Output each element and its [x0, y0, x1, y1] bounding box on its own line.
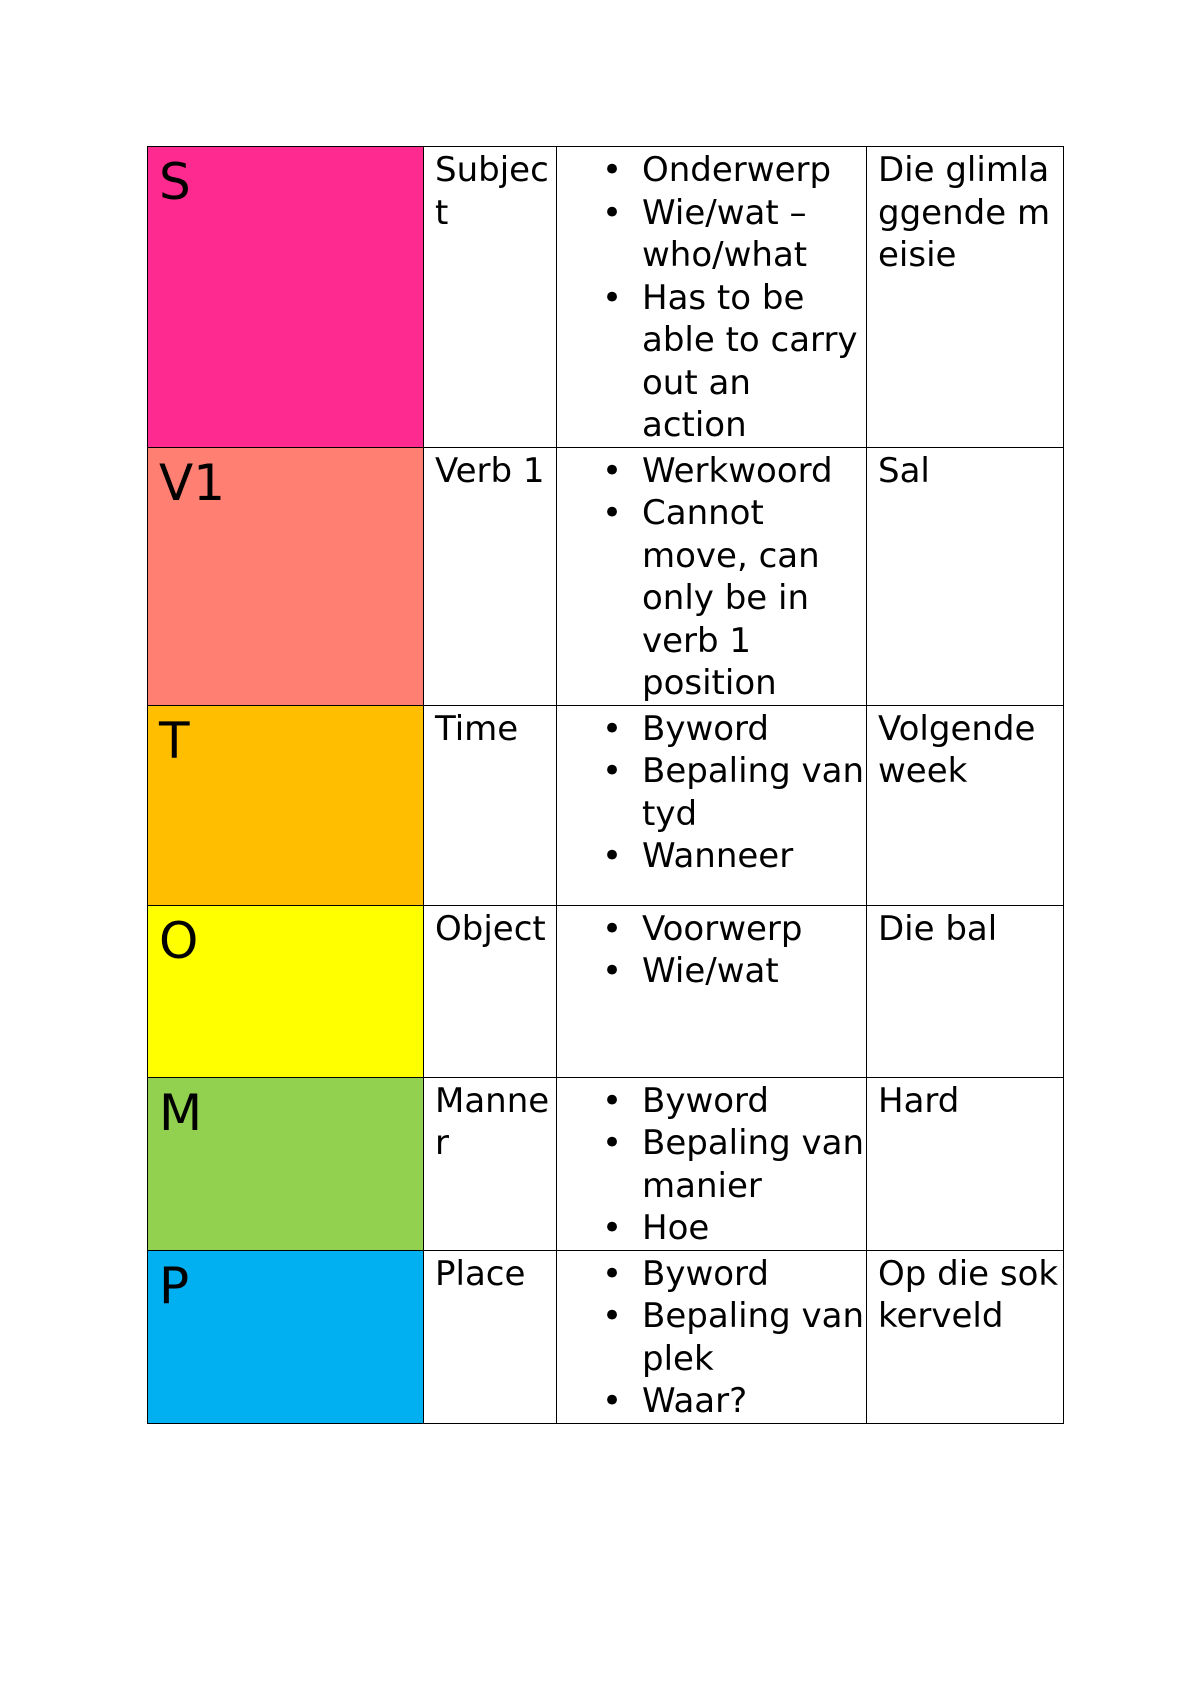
- notes-cell: [557, 1077, 867, 1250]
- list-item: • Wie/wat: [557, 950, 864, 993]
- list-item: • Waar?: [557, 1380, 864, 1423]
- notes-cell: [557, 447, 867, 705]
- term-cell: Place: [424, 1250, 557, 1423]
- table-row-manner: [148, 1077, 1064, 1250]
- term-cell: Manner: [424, 1077, 557, 1250]
- list-item: • Byword: [557, 1080, 864, 1123]
- notes-list: [557, 908, 864, 993]
- term-cell: Time: [424, 705, 557, 905]
- example-cell: Op die sokkerveld: [867, 1250, 1064, 1423]
- list-item: • Bepaling van manier: [557, 1122, 864, 1207]
- notes-list: [557, 149, 864, 447]
- table-row-subject: [148, 147, 1064, 448]
- table-row-time: [148, 705, 1064, 905]
- example-cell: Die glimlaggende meisie: [867, 147, 1064, 448]
- notes-list: [557, 708, 864, 878]
- letter-cell: T: [148, 705, 424, 905]
- letter-cell: S: [148, 147, 424, 448]
- notes-list: [557, 1253, 864, 1423]
- list-item: • Voorwerp: [557, 908, 864, 951]
- letter-cell: V1: [148, 447, 424, 705]
- notes-list: [557, 1080, 864, 1250]
- letter-cell: P: [148, 1250, 424, 1423]
- list-item: • Werkwoord: [557, 450, 864, 493]
- letter-cell: M: [148, 1077, 424, 1250]
- letter-cell: O: [148, 905, 424, 1077]
- list-item: • Byword: [557, 1253, 864, 1296]
- list-item: • Byword: [557, 708, 864, 751]
- list-item: • Bepaling van tyd: [557, 750, 864, 835]
- notes-cell: [557, 905, 867, 1077]
- term-cell: Verb 1: [424, 447, 557, 705]
- table-row-place: [148, 1250, 1064, 1423]
- notes-cell: [557, 1250, 867, 1423]
- example-cell: Sal: [867, 447, 1064, 705]
- example-cell: Hard: [867, 1077, 1064, 1250]
- term-cell: Subject: [424, 147, 557, 448]
- notes-list: [557, 450, 864, 705]
- list-item: • Onderwerp: [557, 149, 864, 192]
- list-item: • Wanneer: [557, 835, 864, 878]
- table-row-object: [148, 905, 1064, 1077]
- stomp-table: [147, 146, 1064, 1424]
- table-row-verb1: [148, 447, 1064, 705]
- term-cell: Object: [424, 905, 557, 1077]
- list-item: • Cannot move, can only be in verb 1 position: [557, 492, 864, 705]
- notes-cell: [557, 147, 867, 448]
- example-cell: Die bal: [867, 905, 1064, 1077]
- notes-cell: [557, 705, 867, 905]
- list-item: • Wie/wat – who/what: [557, 192, 864, 277]
- list-item: • Bepaling van plek: [557, 1295, 864, 1380]
- list-item: • Has to be able to carry out an action: [557, 277, 864, 447]
- example-cell: Volgende week: [867, 705, 1064, 905]
- list-item: • Hoe: [557, 1207, 864, 1250]
